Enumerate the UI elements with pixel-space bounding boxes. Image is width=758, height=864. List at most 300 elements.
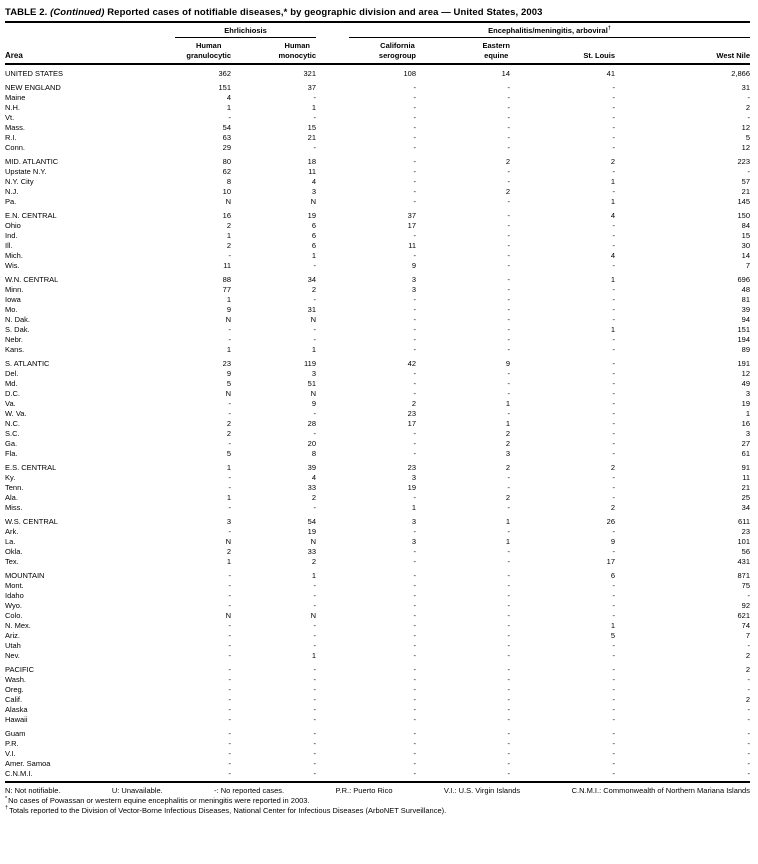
table-row [5,419,750,429]
value-cell: - [413,739,417,748]
value-cell: - [747,729,751,738]
value-cell: - [413,557,417,566]
value-cell: 3 [226,517,231,526]
value-cell: - [228,631,231,640]
table-row [5,651,750,661]
table-row [5,513,750,527]
value-cell: 19 [741,399,751,408]
value-cell: - [612,113,616,122]
table-row [5,389,750,399]
value-cell: - [507,231,511,240]
value-cell: - [507,527,511,536]
value-cell: N [310,537,317,546]
value-cell: - [507,315,511,324]
area-cell: Wis. [5,261,20,270]
value-cell: 1 [505,399,511,408]
value-cell: 37 [307,83,317,92]
value-cell: - [612,547,616,556]
value-cell: - [413,83,417,92]
value-cell: - [228,695,231,704]
value-cell: - [507,345,511,354]
area-cell: S.C. [5,429,20,438]
table-row [5,631,750,641]
value-cell: 29 [222,143,231,152]
value-cell: 30 [741,241,751,250]
value-cell: 1 [610,325,616,334]
value-cell: - [228,739,231,748]
table-row [5,369,750,379]
table-row [5,473,750,483]
value-cell: 611 [738,517,751,526]
value-cell: 1 [505,419,511,428]
value-cell: - [507,759,511,768]
value-cell: - [413,231,417,240]
value-cell: 11 [408,241,417,250]
value-cell: - [413,675,417,684]
value-cell: 12 [741,143,751,152]
value-cell: - [507,113,511,122]
table-row [5,399,750,409]
value-cell: - [228,749,231,758]
value-cell: 15 [741,231,751,240]
value-cell: - [313,261,317,270]
table-row [5,221,750,231]
value-cell: 10 [222,187,231,196]
value-cell: - [507,695,511,704]
table-title [5,7,750,23]
value-cell: - [612,295,616,304]
value-cell: 9 [411,261,417,270]
value-cell: 88 [222,275,231,284]
table-row [5,177,750,187]
value-cell: - [507,685,511,694]
area-cell: N.C. [5,419,20,428]
area-cell: Hawaii [5,715,28,724]
value-cell: - [507,557,511,566]
value-cell: - [507,211,511,220]
table-row [5,759,750,769]
value-cell: - [313,143,317,152]
value-cell: - [612,369,616,378]
value-cell: - [228,251,231,260]
value-cell: 14 [741,251,751,260]
value-cell: 61 [741,449,751,458]
area-cell: Miss. [5,503,23,512]
value-cell: - [612,675,616,684]
value-cell: - [507,83,511,92]
value-cell: 17 [606,557,616,566]
value-cell: - [507,325,511,334]
value-cell: - [507,409,511,418]
value-cell: - [612,143,616,152]
value-cell: 48 [741,285,751,294]
value-cell: 2 [505,157,511,166]
area-cell: N. Dak. [5,315,31,324]
value-cell: 1 [226,493,231,502]
value-cell: 91 [741,463,751,472]
area-cell: Calif. [5,695,23,704]
value-cell: - [413,665,417,674]
table-row [5,449,750,459]
value-cell: - [413,759,417,768]
value-cell: 2 [610,463,616,472]
value-cell: - [507,473,511,482]
column-header-california-serogroup: California serogroup [316,38,416,64]
value-cell: - [612,483,616,492]
area-cell: Minn. [5,285,24,294]
table-row [5,197,750,207]
value-cell: - [313,581,317,590]
table-body [5,64,750,779]
value-cell: 5 [745,133,751,142]
value-cell: - [507,369,511,378]
value-cell: - [507,651,511,660]
value-cell: 56 [741,547,751,556]
value-cell: - [413,651,417,660]
value-cell: - [228,335,231,344]
value-cell: 1 [226,557,231,566]
area-cell: NEW ENGLAND [5,83,61,92]
asterisk-marker: * [5,795,8,802]
table-row [5,167,750,177]
value-cell: - [612,651,616,660]
value-cell: - [612,419,616,428]
value-cell: - [612,261,616,270]
value-cell: - [413,305,417,314]
value-cell: 74 [741,621,751,630]
legend-item: V.I.: U.S. Virgin Islands [443,786,521,795]
value-cell: 20 [307,439,317,448]
value-cell: - [507,221,511,230]
table-row [5,79,750,93]
value-cell: - [612,749,616,758]
value-cell: 9 [610,537,616,546]
value-cell: 119 [304,359,317,368]
value-cell: 80 [222,157,231,166]
value-cell: 1 [311,251,317,260]
value-cell: 25 [741,493,751,502]
value-cell: - [507,769,511,778]
value-cell: N [225,537,231,546]
legend-item: C.N.M.I.: Commonwealth of Northern Mariana Islands [571,786,750,795]
value-cell: - [313,641,317,650]
area-cell: Oreg. [5,685,24,694]
area-cell: W.S. CENTRAL [5,517,58,526]
table-row [5,409,750,419]
value-cell: 2 [610,157,616,166]
value-cell: - [507,641,511,650]
value-cell: 27 [741,439,751,448]
value-cell: - [413,315,417,324]
value-cell: 23 [222,359,231,368]
value-cell: 3 [311,369,317,378]
value-cell: - [228,769,231,778]
area-cell: N.H. [5,103,20,112]
area-cell: R.I. [5,133,17,142]
value-cell: - [313,675,317,684]
value-cell: 101 [737,537,751,546]
value-cell: 51 [307,379,317,388]
value-cell: 1 [610,197,616,206]
value-cell: 1 [505,517,511,526]
value-cell: 3 [411,285,417,294]
table-row [5,557,750,567]
legend-item: P.R.: Puerto Rico [335,786,393,795]
value-cell: 23 [741,527,751,536]
value-cell: - [612,715,616,724]
legend-item: N: Not notifiable. [5,786,61,795]
area-cell: Upstate N.Y. [5,167,47,176]
value-cell: 92 [741,601,751,610]
table-row [5,641,750,651]
value-cell: 3 [745,429,751,438]
value-cell: - [507,611,511,620]
value-cell: - [413,695,417,704]
value-cell: - [612,187,616,196]
column-header-area: Area [5,38,155,64]
table-row [5,429,750,439]
value-cell: 19 [307,211,317,220]
table-row [5,143,750,153]
area-cell: E.S. CENTRAL [5,463,57,472]
value-cell: - [747,715,751,724]
value-cell: - [228,621,231,630]
value-cell: - [747,93,751,102]
value-cell: 108 [403,69,417,78]
value-cell: - [612,345,616,354]
value-cell: - [413,581,417,590]
table-row [5,315,750,325]
value-cell: 81 [741,295,751,304]
table-title-continued: (Continued) [50,7,105,18]
value-cell: 871 [737,571,751,580]
value-cell: - [413,197,417,206]
table-row [5,769,750,779]
value-cell: - [413,439,417,448]
value-cell: 1 [226,345,231,354]
area-cell: Del. [5,369,19,378]
table-row [5,187,750,197]
value-cell: 2,866 [731,69,751,78]
value-cell: N [310,389,317,398]
table-row [5,325,750,335]
area-cell: Ill. [5,241,13,250]
value-cell: 19 [407,483,417,492]
value-cell: - [612,83,616,92]
value-cell: - [313,759,317,768]
value-cell: - [413,705,417,714]
value-cell: 14 [501,69,511,78]
value-cell: 2 [745,651,751,660]
table-row [5,133,750,143]
table-row [5,537,750,547]
table-title-rest: Reported cases of notifiable diseases,* by geographic division and area — United States, 2003 [107,7,543,18]
value-cell: 1 [226,463,231,472]
value-cell: - [228,399,231,408]
table-row [5,503,750,513]
value-cell: - [612,359,616,368]
column-header-row [5,38,750,64]
value-cell: 1 [610,177,616,186]
table-row [5,621,750,631]
value-cell: 431 [737,557,751,566]
area-cell: N.J. [5,187,19,196]
table-row [5,285,750,295]
table-row [5,739,750,749]
footnote-dagger: †Totals reported to the Division of Vector-Borne Infectious Diseases, National Center for Infectious Diseases (ArboNET Surveillance). [5,805,447,815]
area-cell: Wash. [5,675,26,684]
value-cell: 3 [311,187,317,196]
value-cell: - [612,305,616,314]
value-cell: 54 [222,123,231,132]
value-cell: - [228,527,231,536]
value-cell: 16 [222,211,231,220]
value-cell: 2 [745,695,751,704]
value-cell: 12 [741,123,751,132]
value-cell: 21 [741,187,751,196]
table-title-prefix: TABLE 2. [5,7,48,18]
value-cell: 1 [610,275,616,284]
value-cell: 34 [307,275,317,284]
table-row [5,355,750,369]
value-cell: 191 [737,359,751,368]
area-cell: D.C. [5,389,20,398]
value-cell: 18 [307,157,317,166]
value-cell: - [507,665,511,674]
column-header-st-louis: St. Louis [510,38,615,64]
value-cell: - [413,389,417,398]
value-cell: - [228,641,231,650]
value-cell: 3 [411,517,417,526]
table-row [5,379,750,389]
value-cell: - [313,295,317,304]
value-cell: 19 [307,527,317,536]
table-row [5,207,750,221]
value-cell: - [507,251,511,260]
value-cell: - [507,261,511,270]
value-cell: 89 [741,345,751,354]
area-cell: C.N.M.I. [5,769,33,778]
value-cell: - [228,483,231,492]
area-cell: Mo. [5,305,18,314]
value-cell: - [413,547,417,556]
value-cell: - [747,705,751,714]
value-cell: 42 [407,359,417,368]
value-cell: - [507,103,511,112]
value-cell: - [612,429,616,438]
value-cell: 9 [505,359,511,368]
area-cell: Amer. Samoa [5,759,51,768]
value-cell: - [612,335,616,344]
area-cell: Fla. [5,449,18,458]
value-cell: 28 [307,419,317,428]
table-row [5,93,750,103]
value-cell: - [612,769,616,778]
value-cell: 77 [222,285,231,294]
value-cell: - [612,739,616,748]
value-cell: - [507,197,511,206]
value-cell: 8 [311,449,317,458]
value-cell: - [507,389,511,398]
value-cell: 2 [505,439,511,448]
value-cell: 2 [610,503,616,512]
value-cell: 33 [307,547,317,556]
area-cell: Ky. [5,473,16,482]
value-cell: 1 [311,103,317,112]
value-cell: 5 [226,449,231,458]
value-cell: - [507,581,511,590]
value-cell: - [413,621,417,630]
value-cell: - [413,369,417,378]
value-cell: - [747,591,751,600]
value-cell: 16 [741,419,751,428]
value-cell: 1 [311,345,317,354]
value-cell: - [612,167,616,176]
value-cell: - [413,157,417,166]
value-cell: 151 [218,83,231,92]
area-cell: Kans. [5,345,25,354]
value-cell: - [507,285,511,294]
value-cell: 1 [226,295,231,304]
group-header-ehrlichiosis: Ehrlichiosis [155,23,316,38]
legend-item: U: Unavailable. [111,786,163,795]
value-cell: 1 [226,103,231,112]
value-cell: 17 [407,221,417,230]
value-cell: - [413,493,417,502]
value-cell: 321 [303,69,317,78]
value-cell: - [612,449,616,458]
group-header-spacer [5,23,155,38]
area-cell: S. Dak. [5,325,30,334]
value-cell: 7 [745,261,751,270]
value-cell: - [612,231,616,240]
value-cell: - [313,631,317,640]
value-cell: - [413,251,417,260]
value-cell: - [612,409,616,418]
value-cell: - [313,695,317,704]
value-cell: - [612,705,616,714]
value-cell: - [507,547,511,556]
value-cell: 4 [610,251,616,260]
value-cell: - [313,601,317,610]
area-cell: Ala. [5,493,18,502]
value-cell: 3 [411,537,417,546]
value-cell: 1 [505,537,511,546]
value-cell: - [612,123,616,132]
table-row [5,295,750,305]
area-cell: Utah [5,641,21,650]
area-cell: P.R. [5,739,19,748]
value-cell: N [225,197,231,206]
value-cell: - [413,769,417,778]
value-cell: - [507,177,511,186]
table-row [5,64,750,79]
value-cell: - [413,113,417,122]
value-cell: - [413,715,417,724]
value-cell: - [507,295,511,304]
value-cell: - [612,601,616,610]
value-cell: - [413,93,417,102]
value-cell: - [612,285,616,294]
group-header-row [5,23,750,38]
value-cell: - [747,739,751,748]
group-header-encephalitis-label: Encephalitis/meningitis, arboviral [488,26,608,35]
value-cell: 75 [741,581,751,590]
value-cell: 2 [505,429,511,438]
value-cell: - [313,503,317,512]
value-cell: - [507,143,511,152]
value-cell: - [612,93,616,102]
